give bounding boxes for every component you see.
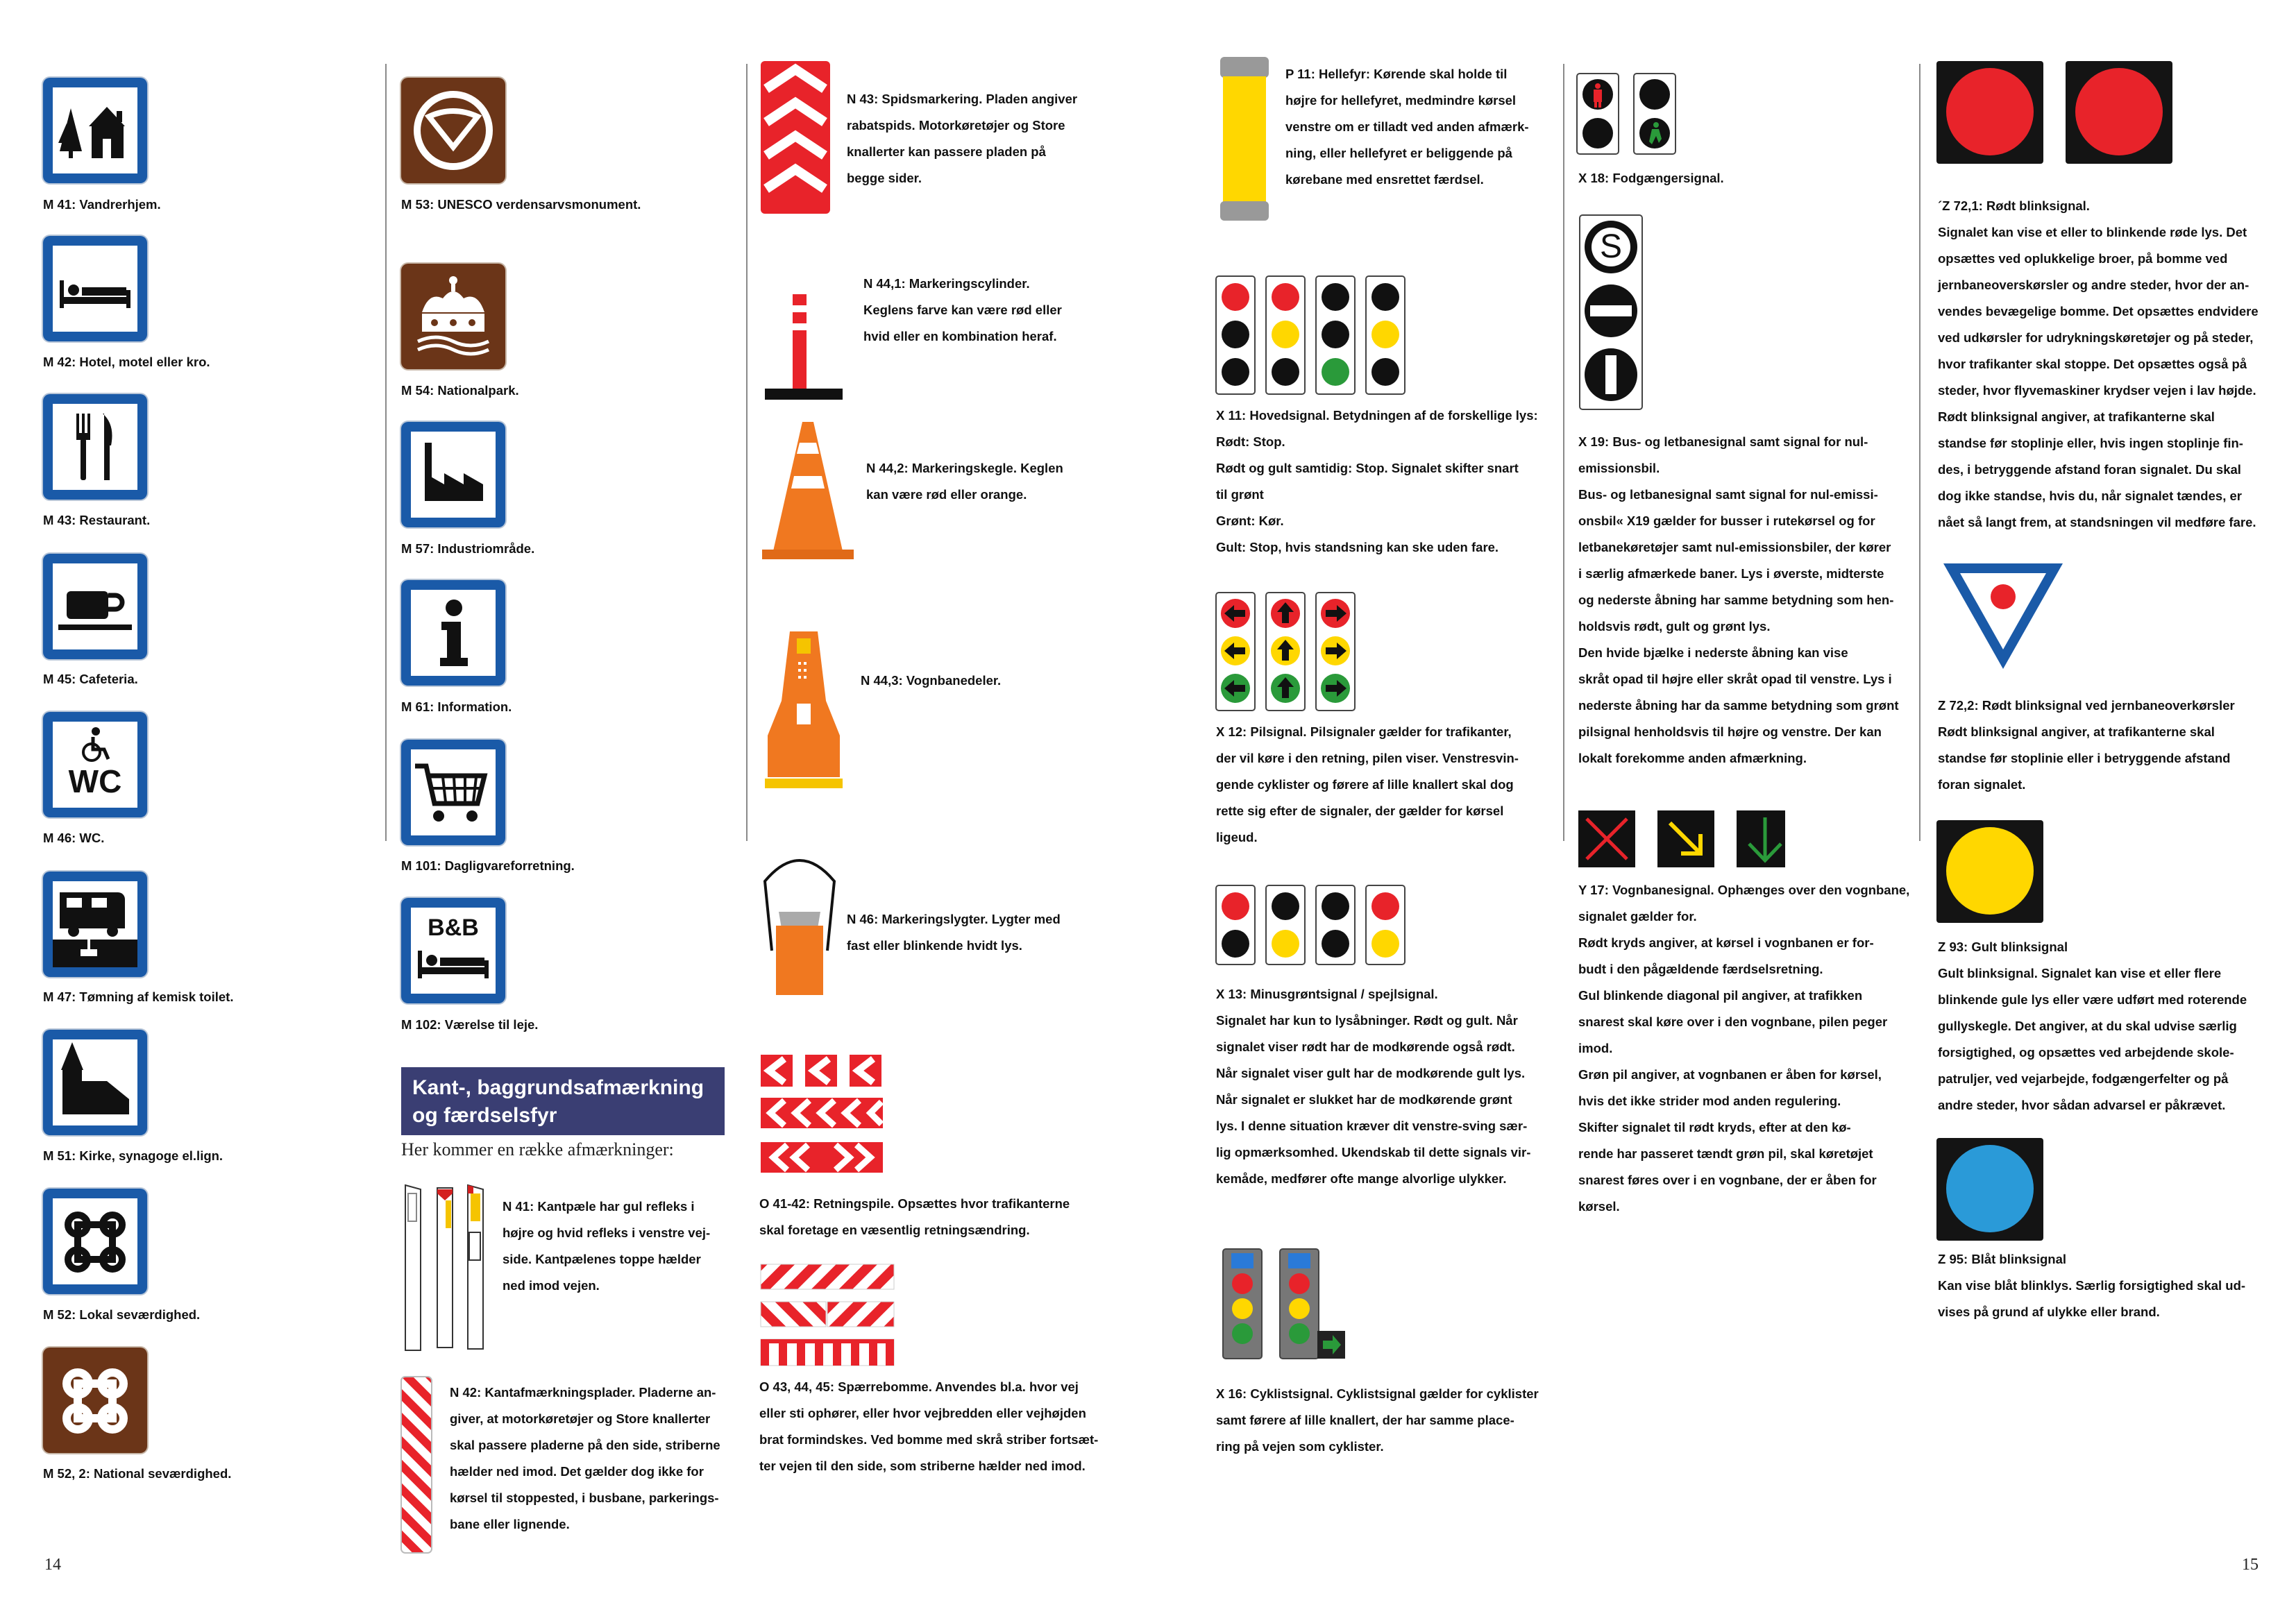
page-number-left: 14 xyxy=(44,1556,61,1574)
m47-chemical-toilet-sign xyxy=(43,872,147,977)
m43-restaurant-sign xyxy=(43,394,147,500)
n42-edge-board xyxy=(400,1375,434,1556)
m53-unesco-sign xyxy=(401,78,505,183)
x11-main-signal xyxy=(1215,275,1423,396)
column-divider xyxy=(385,64,387,841)
z95-blue-signal xyxy=(1936,1138,2043,1241)
z72-2-rail-signal xyxy=(1941,561,2066,672)
bb-label: B&B xyxy=(428,915,479,941)
n41-text: N 41: Kantpæle har gul refleks i højre og hvid refleks i venstre vej- side. Kantpælenes toppe hælder ned imod vejen. xyxy=(503,1199,711,1293)
m101-grocery-sign xyxy=(401,740,505,845)
z95-text: Z 95: Blåt blinksignal Kan vise blåt blinklys. Særlig forsigtighed skal ud- vises på grund af ulykke eller brand. xyxy=(1938,1252,2246,1319)
m57-industrial-sign xyxy=(401,422,505,527)
z72-2-text: Z 72,2: Rødt blinksignal ved jernbaneoverkørsler Rødt blinksignal angiver, at trafikanterne skal standse før stoplinie eller i betryggende afstand foran signalet. xyxy=(1938,698,2235,792)
n46-marker-lamp xyxy=(758,853,841,1006)
m46-wc-sign xyxy=(43,712,147,817)
caption-m42: M 42: Hotel, motel eller kro. xyxy=(43,355,210,369)
m41-hostel-sign xyxy=(43,78,147,183)
z93-text: Z 93: Gult blinksignal Gult blinksignal. Signalet kan vise et eller flere blinkende gule lys eller være udført med roterende gullyskegle. Det angiver, at du skal udvise særlig forsigtighed, og opsættes ved arbejdende skole- patruljer, ved vejarbejde, fodgængerfelter og på andre steder, hvor sådan advarsel er påkrævet. xyxy=(1938,940,2247,1112)
n41-edge-posts xyxy=(396,1180,507,1353)
coffee-cup-icon xyxy=(53,563,137,649)
m42-hotel-sign xyxy=(43,236,147,341)
z93-yellow-signal xyxy=(1936,820,2043,923)
caption-m51: M 51: Kirke, synagoge el.lign. xyxy=(43,1148,223,1163)
x11-text: X 11: Hovedsignal. Betydningen af de forskellige lys: Rødt: Stop. Rødt og gult samtidig: Stop. Signalet skifter snart til grønt Grønt: Kør. Gult: Stop, hvis standsning kan ske uden fare. xyxy=(1216,408,1538,554)
caption-m47: M 47: Tømning af kemisk toilet. xyxy=(43,989,234,1004)
section-title: Kant-, baggrundsafmærkning og færdselsfyr xyxy=(401,1067,725,1135)
x16-cyclist-signal xyxy=(1222,1248,1360,1366)
caption-m52: M 52: Lokal seværdighed. xyxy=(43,1307,201,1322)
m61-information-sign xyxy=(401,580,505,686)
column-divider xyxy=(746,64,748,841)
n44-3-lane-divider xyxy=(762,631,845,791)
n44-1-cylinder xyxy=(761,291,844,402)
y17-lane-signal xyxy=(1577,809,1785,872)
y17-text: Y 17: Vognbanesignal. Ophænges over den vognbane, signalet gælder for. Rødt kryds angiver, at kørsel i vognbanen er for- budt i den pågældende færdselsretning. Gul blinkende diagonal pil angiver, at trafikken snarest skal køre over i den vognbane, pilen peger imod. Grøn pil angiver, at vognbanen er åben for kørsel, hvis det ikke strider mod anden regulering. Skifter signalet til rødt kryds, efter at den kø- rende har passeret tændt grøn pil, skal køretøjet snarest føres over i en vognbane, der er åben for kørsel. xyxy=(1578,883,1910,1214)
caption-m52-2: M 52, 2: National seværdighed. xyxy=(43,1466,232,1481)
caption-m45: M 45: Cafeteria. xyxy=(43,672,138,686)
caption-m101: M 101: Dagligvareforretning. xyxy=(401,858,575,873)
x19-text: X 19: Bus- og letbanesignal samt signal for nul- emissionsbil. Bus- og letbanesignal samt signal for nul-emissi- onsbil« X19 gælder for busser i rutekørsel og for letbanekøretøjer samt nul-emissionsbiler, der kører i særlig afmærkede baner. Lys i øverste, midterste og nederste åbning har samme betydning som hen- holdsvis rødt, gult og grønt lys. Den hvide bjælke i nederste åbning kan vise skråt opad til højre eller skråt opad til venstre. Lys i nederste åbning har da samme betydning som grønt pilsignal henholdsvis til højre og venstre. Der kan lokalt forekomme anden afmærkning. xyxy=(1578,434,1899,765)
caption-m46: M 46: WC. xyxy=(43,831,105,845)
wheelchair-icon xyxy=(53,722,137,763)
column-divider xyxy=(1563,64,1564,841)
caption-m43: M 43: Restaurant. xyxy=(43,513,151,527)
fork-knife-icon xyxy=(53,404,137,490)
page-number-right: 15 xyxy=(2242,1556,2259,1574)
attraction-icon xyxy=(53,1198,137,1284)
wc-label: WC xyxy=(68,763,122,799)
n44-1-text: N 44,1: Markeringscylinder. Keglens farve kan være rød eller hvid eller en kombination heraf. xyxy=(863,276,1062,343)
x18-text: X 18: Fodgængersignal. xyxy=(1578,171,1724,185)
caption-m53: M 53: UNESCO verdensarvsmonument. xyxy=(401,197,641,212)
m45-cafeteria-sign xyxy=(43,554,147,659)
n43-text: N 43: Spidsmarkering. Pladen angiver rabatspids. Motorkøretøjer og Store knallerter kan passere pladen på begge sider. xyxy=(847,92,1078,185)
n42-text: N 42: Kantafmærkningsplader. Pladerne an- giver, at motorkøretøjer og Store knallerter skal passere pladerne på den side, striberne hælder ned imod. Det gælder dog ikke for kørsel til stoppested, i busbane, parkerings- bane eller lignende. xyxy=(450,1385,720,1531)
m52-2-national-attraction-sign xyxy=(43,1348,147,1453)
caption-m102: M 102: Værelse til leje. xyxy=(401,1017,539,1032)
x13-text: X 13: Minusgrøntsignal / spejlsignal. Signalet har kun to lysåbninger. Rødt og gult. Når signalet viser rødt har de modkørende også rødt. Når signalet viser gult har de modkørende gult lys. Når signalet er slukket har de modkørende grønt lys. I denne situation kræver dit venstre-sving sær- lig opmærksomhed. Ukendskab til dette signals vir- kemåde, medfører ofte mange alvorlige ulykker. xyxy=(1216,987,1531,1186)
m51-church-sign xyxy=(43,1030,147,1135)
m52-local-attraction-sign xyxy=(43,1189,147,1294)
s-label: S xyxy=(1599,228,1622,265)
column-divider xyxy=(1919,64,1921,841)
shopping-cart-icon xyxy=(411,749,496,835)
section-subtitle: Her kommer en række afmærkninger: xyxy=(401,1139,674,1159)
m54-nationalpark-sign xyxy=(401,264,505,369)
crown-icon xyxy=(401,264,505,369)
info-icon xyxy=(411,590,496,676)
o41-42-text: O 41-42: Retningspile. Opsættes hvor trafikanterne skal foretage en væsentlig retningsændring. xyxy=(759,1196,1070,1237)
x12-arrow-signal xyxy=(1215,591,1367,713)
camper-icon xyxy=(53,881,137,967)
z72-1-signal-left xyxy=(1936,61,2043,164)
p11-bollard xyxy=(1217,57,1273,223)
caption-m61: M 61: Information. xyxy=(401,699,512,714)
factory-icon xyxy=(411,432,496,518)
x18-pedestrian-signal xyxy=(1576,72,1687,155)
n44-2-text: N 44,2: Markeringskegle. Keglen kan være rød eller orange. xyxy=(866,461,1063,502)
x12-text: X 12: Pilsignal. Pilsignaler gælder for trafikanter, der vil køre i den retning, pilen viser. Venstresvin- gende cyklister og førere af lille knallert skal dog rette sig efter de signaler, der gælder for kørsel ligeud. xyxy=(1216,724,1519,844)
x16-text: X 16: Cyklistsignal. Cyklistsignal gælder for cyklister samt førere af lille knallert, der har samme place- ring på vejen som cyklister. xyxy=(1216,1386,1539,1454)
n44-2-cone xyxy=(759,422,856,561)
caption-m57: M 57: Industriområde. xyxy=(401,541,535,556)
n44-3-text: N 44,3: Vognbanedeler. xyxy=(861,673,1002,688)
bed-icon xyxy=(53,246,137,332)
p11-text: P 11: Hellefyr: Kørende skal holde til højre for hellefyret, medmindre kørsel venstre om er tilladt ved anden afmærk- ning, eller hellefyret er beliggende på kørebane med ensrettet færdsel. xyxy=(1285,67,1529,187)
z72-1-signal-right xyxy=(2066,61,2172,164)
caption-m41: M 41: Vandrerhjem. xyxy=(43,197,161,212)
caption-m54: M 54: Nationalpark. xyxy=(401,383,519,398)
unesco-icon xyxy=(401,78,505,183)
o41-42-direction-boards xyxy=(759,1053,891,1178)
x13-minus-green-signal xyxy=(1215,884,1423,967)
o43-45-barriers xyxy=(759,1259,898,1370)
o43-45-text: O 43, 44, 45: Spærrebomme. Anvendes bl.a. hvor vej eller sti ophører, eller hvor vejbredden eller vejhøjden brat formindskes. Ved bomme med skrå striber fortsæt- ter vejen til den side, som striberne hælder ned imod. xyxy=(759,1379,1099,1473)
n43-chevron-board xyxy=(761,61,830,214)
m102-room-rental-sign xyxy=(401,898,505,1003)
n46-text: N 46: Markeringslygter. Lygter med fast eller blinkende hvidt lys. xyxy=(847,912,1061,953)
attraction-icon xyxy=(43,1348,147,1453)
church-icon xyxy=(53,1039,137,1125)
sign-face xyxy=(53,87,137,173)
z72-1-text: ´Z 72,1: Rødt blinksignal. Signalet kan vise et eller to blinkende røde lys. Det opsættes ved oplukkelige broer, på bomme ved jernbaneoverskørsler og andre steder, hvor der an- vendes bevægelige bomme. Det opsættes endvidere ved udkørsler for udrykningskøretøjer og på steder, hvor trafikanter skal stoppe. Det opsættes også på steder, hvor flyvemaskiner krydser vejen i lav højde. Rødt blinksignal angiver, at trafikanterne skal standse før stoplinje eller, hvis ingen stoplinje fin- des, i betryggende afstand foran signalet. Du skal dog ikke standse, hvis du, når signalet tændes, er nået så langt frem, at standsningen vil medføre fare. xyxy=(1938,198,2259,529)
hostel-icon xyxy=(53,87,137,173)
